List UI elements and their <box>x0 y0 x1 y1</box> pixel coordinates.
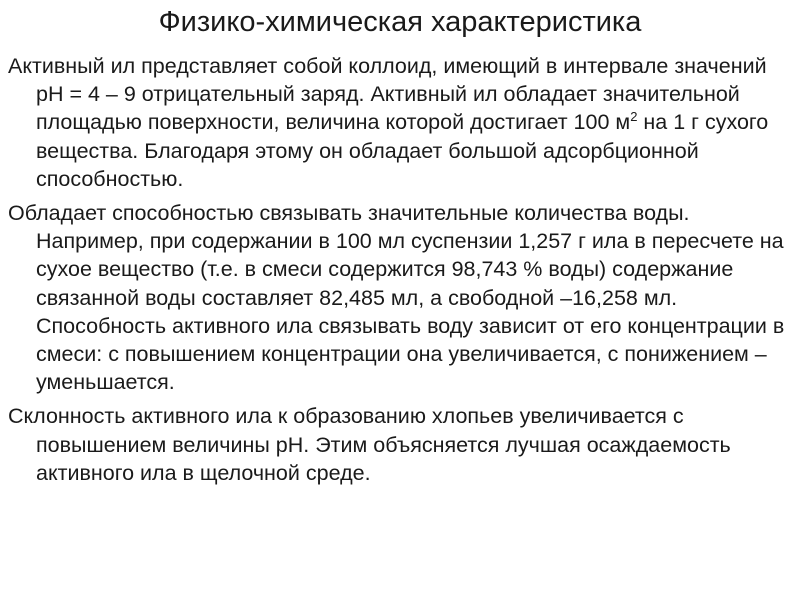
paragraph-surface-area <box>8 52 786 193</box>
slide-title: Физико-химическая характеристика <box>158 6 642 38</box>
paragraph-flocculation: Склонность активного ила к образованию хлопьев увеличивается с повышением величины рН. Этим объясняется лучшая осаждаемость активного ила в щелочной среде. <box>8 404 731 485</box>
paragraph-surface-area-text-end: на 1 г сухого вещества. Благодаря этому он обладает большой адсорбционной способностью. <box>36 110 769 191</box>
paragraph-surface-area-text-start: Активный ил представляет собой коллоид, имеющий в интервале значений рН = 4 – 9 отрицательный заряд. Активный ил обладает значительной площадью поверхности, величина которой достигает 100 м <box>8 54 767 135</box>
paragraph-water-binding: Обладает способностью связывать значительные количества воды. Например, при содержании в 100 мл суспензии 1,257 г ила в пересчете на сухое вещество (т.е. в смеси содержится 98,743 % воды) содержание связанной воды составляет 82,485 мл, а свободной –16,258 мл. Способность активного ила связывать воду зависит от его концентрации в смеси: с повышением концентрации она увеличивается, с понижением – уменьшается. <box>8 201 785 395</box>
superscript-squared: 2 <box>630 109 638 125</box>
slide-body <box>8 52 786 487</box>
